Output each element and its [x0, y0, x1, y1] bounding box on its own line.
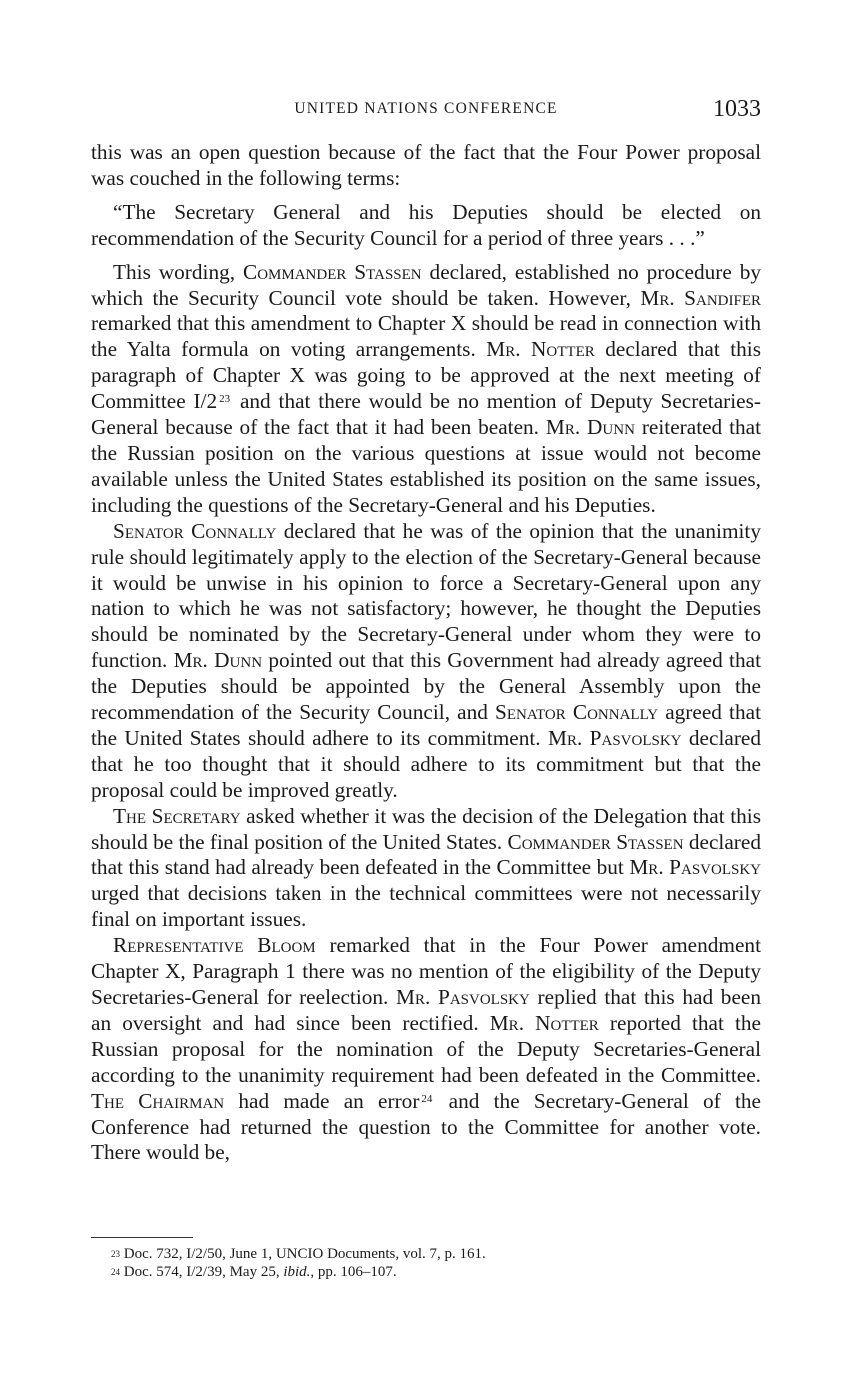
footnote-23: $^{23}$ Doc. 732, I/2/50, June 1, UNCIO Documents, vol. 7, p. 161.	[111, 1246, 486, 1262]
speaker-name: Mr. Dunn	[545, 415, 635, 440]
speaker-name: The Chairman	[91, 1088, 225, 1113]
speaker-name: Mr. Pasvolsky	[548, 725, 682, 750]
running-title: UNITED NATIONS CONFERENCE	[294, 100, 558, 117]
block-quote: “The Secretary General and his Deputies should be elected on recommendation of the Security Council for a period of three years . . .”	[91, 199, 761, 250]
speaker-name: Mr. Sandifer	[640, 285, 762, 310]
footnote-divider	[91, 1237, 193, 1238]
speaker-name: Commander Stassen	[243, 259, 422, 284]
paragraph-3: This wording, Commander Stassen declared, established no procedure by which the Security Council vote should be taken. However, Mr. Sandifer remarked that this amendment to Chapter X should be read in connection with the Yalta formula on voting arrangements. Mr. Notter declared that this paragraph of Chapter X was going to be approved at the next meeting of Committee I/2 $^{23}$ and that there would be no mention of Deputy Secretaries-General because of the fact that it had been beaten. Mr. Dunn reiterated that the Russian position on the various questions at issue would not become available unless the United States established its position on the same issues, including the questions of the Secretary-General and his Deputies.	[91, 259, 762, 517]
footnote-ref: 24	[421, 1092, 433, 1105]
book-page	[91, 0, 761, 1380]
speaker-name: Senator Connally	[113, 518, 277, 543]
paragraph-1: this was an open question because of the fact that the Four Power proposal was couched in the following terms:	[91, 140, 761, 190]
speaker-name: Mr. Notter	[486, 337, 595, 362]
paragraph-6: Representative Bloom remarked that in the Four Power amendment Chapter X, Paragraph 1 there was no mention of the eligibility of the Deputy Secretaries-General for reelection. Mr. Pasvolsky replied that this had been an oversight and had since been rectified. Mr. Notter reported that the Russian proposal for the nomination of the Deputy Secretaries-General according to the unanimity requirement had been defeated in the Committee. The Chairman had made an error $^{24}$ and the Secretary-General of the Conference had returned the question to the Committee for another vote. There would be,	[91, 933, 762, 1165]
footnote-ref: 23	[219, 393, 231, 406]
running-head	[91, 96, 761, 126]
speaker-name: Mr. Dunn	[173, 648, 263, 673]
paragraph-4: Senator Connally declared that he was of the opinion that the unanimity rule should legitimately apply to the election of the Secretary-General because it would be unwise in his opinion to force a Secretary-General upon any nation to which he was not satisfactory; however, he thought the Deputies should be nominated by the Secretary-General under whom they were to function. Mr. Dunn pointed out that this Government had already agreed that the Deputies should be appointed by the General Assembly upon the recommendation of the Security Council, and Senator Connally agreed that the United States should adhere to its commitment. Mr. Pasvolsky declared that he too thought that it should adhere to its commitment but that the proposal could be improved greatly.	[91, 518, 762, 802]
speaker-name: Commander Stassen	[507, 829, 684, 854]
page-number: 1033	[713, 96, 761, 122]
speaker-name: The Secretary	[113, 803, 241, 828]
footnote-24: $^{24}$ Doc. 574, I/2/39, May 25, ibid., pp. 106–107.	[111, 1264, 397, 1280]
speaker-name: Mr. Pasvolsky	[396, 985, 530, 1009]
footnotes	[111, 1245, 761, 1281]
speaker-name: Mr. Notter	[489, 1010, 599, 1035]
speaker-name: Mr. Pasvolsky	[629, 855, 761, 880]
speaker-name: Representative Bloom	[113, 933, 316, 958]
body-text	[91, 140, 761, 1166]
paragraph-5: The Secretary asked whether it was the decision of the Delegation that this should be the final position of the United States. Commander Stassen declared that this stand had already been defeated in the Committee but Mr. Pasvolsky urged that decisions taken in the technical committees were not necessarily final on important issues.	[91, 803, 761, 932]
speaker-name: Senator Connally	[495, 700, 659, 725]
